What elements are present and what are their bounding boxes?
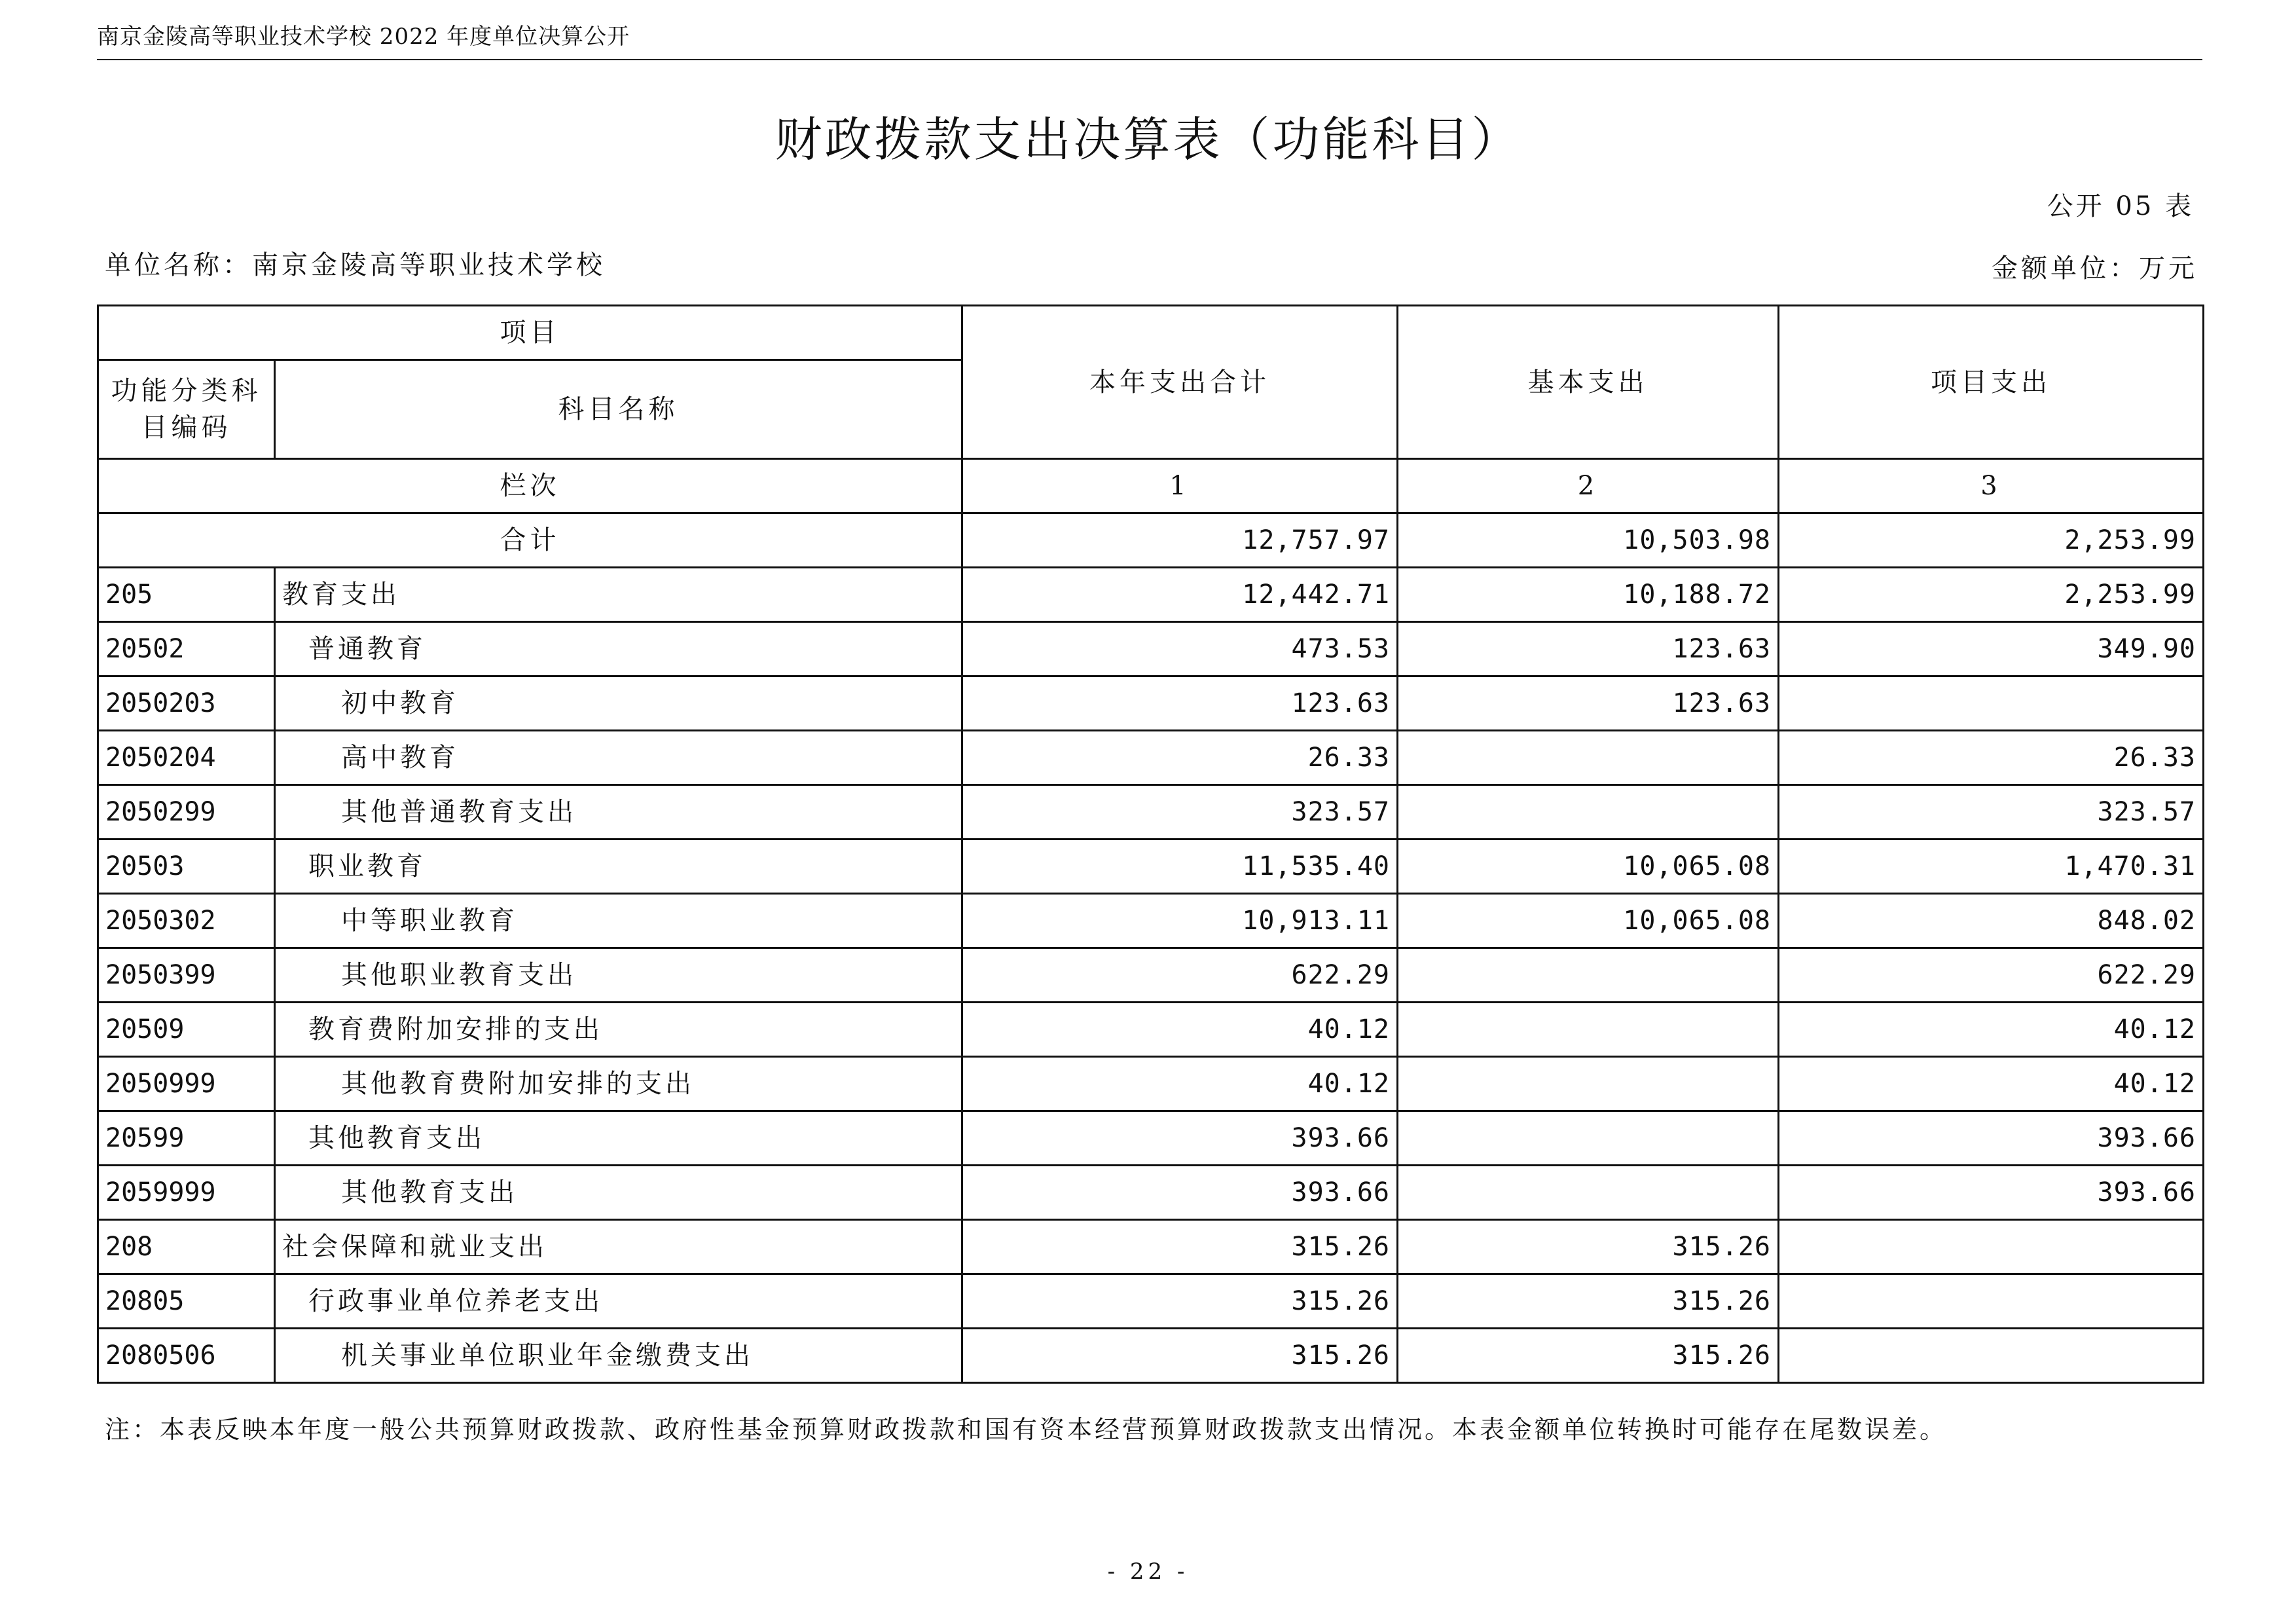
column-index-label: 栏次 — [98, 459, 962, 513]
row-subject-name: 初中教育 — [275, 676, 962, 731]
row-basic — [1398, 1057, 1779, 1111]
row-subject-name: 社会保障和就业支出 — [275, 1220, 962, 1274]
row-basic — [1398, 731, 1779, 785]
row-basic — [1398, 785, 1779, 840]
table-row — [98, 1111, 2204, 1166]
row-total: 40.12 — [962, 1003, 1398, 1057]
row-subject-name: 其他教育支出 — [275, 1166, 962, 1220]
row-basic: 315.26 — [1398, 1329, 1779, 1383]
table-row — [98, 676, 2204, 731]
amount-unit: 金额单位：万元 — [1992, 253, 2198, 284]
row-total: 12,442.71 — [962, 568, 1398, 622]
header-col-total: 本年支出合计 — [962, 306, 1398, 459]
row-code: 2050203 — [98, 676, 275, 731]
row-code: 20502 — [98, 622, 275, 676]
table-row — [98, 1003, 2204, 1057]
row-project: 1,470.31 — [1779, 840, 2204, 894]
row-code: 2059999 — [98, 1166, 275, 1220]
row-code: 20805 — [98, 1274, 275, 1329]
row-basic: 10,065.08 — [1398, 894, 1779, 948]
row-total: 473.53 — [962, 622, 1398, 676]
row-subject-name: 高中教育 — [275, 731, 962, 785]
row-code: 2050302 — [98, 894, 275, 948]
row-total: 315.26 — [962, 1220, 1398, 1274]
row-total: 123.63 — [962, 676, 1398, 731]
row-project — [1779, 1274, 2204, 1329]
total-row — [98, 513, 2204, 568]
total-label: 合计 — [98, 513, 962, 568]
row-code: 2050399 — [98, 948, 275, 1003]
row-project: 848.02 — [1779, 894, 2204, 948]
document-header: 南京金陵高等职业技术学校 2022 年度单位决算公开 — [97, 24, 630, 50]
row-subject-name: 其他教育费附加安排的支出 — [275, 1057, 962, 1111]
column-index-3: 3 — [1779, 459, 2204, 513]
table-code: 公开 05 表 — [2047, 191, 2194, 221]
row-basic: 123.63 — [1398, 622, 1779, 676]
row-subject-name: 其他普通教育支出 — [275, 785, 962, 840]
row-project: 393.66 — [1779, 1166, 2204, 1220]
row-code: 2050299 — [98, 785, 275, 840]
row-total: 393.66 — [962, 1111, 1398, 1166]
row-total: 315.26 — [962, 1274, 1398, 1329]
header-divider — [97, 59, 2202, 60]
page-title: 财政拨款支出决算表（功能科目） — [774, 112, 1522, 167]
header-item: 项目 — [98, 306, 962, 360]
header-col-project: 项目支出 — [1779, 306, 2204, 459]
row-basic — [1398, 1111, 1779, 1166]
row-subject-name: 其他职业教育支出 — [275, 948, 962, 1003]
header-func-code: 功能分类科目编码 — [98, 360, 275, 459]
row-subject-name: 普通教育 — [275, 622, 962, 676]
row-project: 349.90 — [1779, 622, 2204, 676]
total-project: 2,253.99 — [1779, 513, 2204, 568]
row-project — [1779, 1220, 2204, 1274]
table-row — [98, 1329, 2204, 1383]
total-basic: 10,503.98 — [1398, 513, 1779, 568]
row-project: 622.29 — [1779, 948, 2204, 1003]
row-basic — [1398, 948, 1779, 1003]
row-code: 208 — [98, 1220, 275, 1274]
column-index-row — [98, 459, 2204, 513]
row-subject-name: 行政事业单位养老支出 — [275, 1274, 962, 1329]
column-index-1: 1 — [962, 459, 1398, 513]
row-total: 11,535.40 — [962, 840, 1398, 894]
table-row — [98, 1274, 2204, 1329]
row-subject-name: 中等职业教育 — [275, 894, 962, 948]
row-project — [1779, 1329, 2204, 1383]
row-basic: 123.63 — [1398, 676, 1779, 731]
unit-name: 单位名称：南京金陵高等职业技术学校 — [105, 250, 606, 280]
row-subject-name: 职业教育 — [275, 840, 962, 894]
expenditure-table — [97, 304, 2204, 1384]
table-row — [98, 1220, 2204, 1274]
row-total: 10,913.11 — [962, 894, 1398, 948]
row-total: 622.29 — [962, 948, 1398, 1003]
row-total: 26.33 — [962, 731, 1398, 785]
table-row — [98, 948, 2204, 1003]
row-project: 26.33 — [1779, 731, 2204, 785]
row-basic: 315.26 — [1398, 1220, 1779, 1274]
row-subject-name: 机关事业单位职业年金缴费支出 — [275, 1329, 962, 1383]
row-code: 20599 — [98, 1111, 275, 1166]
row-code: 2050204 — [98, 731, 275, 785]
header-col-basic: 基本支出 — [1398, 306, 1779, 459]
table-row — [98, 568, 2204, 622]
row-subject-name: 教育支出 — [275, 568, 962, 622]
row-basic: 10,188.72 — [1398, 568, 1779, 622]
header-subject-name: 科目名称 — [275, 360, 962, 459]
row-code: 2080506 — [98, 1329, 275, 1383]
row-total: 323.57 — [962, 785, 1398, 840]
table-row — [98, 785, 2204, 840]
header-row-1 — [98, 306, 2204, 360]
row-total: 40.12 — [962, 1057, 1398, 1111]
row-project: 2,253.99 — [1779, 568, 2204, 622]
row-project: 323.57 — [1779, 785, 2204, 840]
row-subject-name: 其他教育支出 — [275, 1111, 962, 1166]
table-row — [98, 731, 2204, 785]
row-code: 2050999 — [98, 1057, 275, 1111]
row-total: 393.66 — [962, 1166, 1398, 1220]
row-basic: 315.26 — [1398, 1274, 1779, 1329]
row-project: 393.66 — [1779, 1111, 2204, 1166]
column-index-2: 2 — [1398, 459, 1779, 513]
table-row — [98, 622, 2204, 676]
row-code: 20503 — [98, 840, 275, 894]
row-project — [1779, 676, 2204, 731]
table-row — [98, 840, 2204, 894]
row-project: 40.12 — [1779, 1003, 2204, 1057]
row-basic: 10,065.08 — [1398, 840, 1779, 894]
row-subject-name: 教育费附加安排的支出 — [275, 1003, 962, 1057]
row-code: 20509 — [98, 1003, 275, 1057]
table-row — [98, 1057, 2204, 1111]
row-code: 205 — [98, 568, 275, 622]
table-row — [98, 1166, 2204, 1220]
row-basic — [1398, 1166, 1779, 1220]
page-number: - 22 - — [1107, 1559, 1189, 1585]
row-project: 40.12 — [1779, 1057, 2204, 1111]
footnote: 注：本表反映本年度一般公共预算财政拨款、政府性基金预算财政拨款和国有资本经营预算财政拨款支出情况。本表金额单位转换时可能存在尾数误差。 — [105, 1415, 1948, 1444]
row-basic — [1398, 1003, 1779, 1057]
table-row — [98, 894, 2204, 948]
total-amount: 12,757.97 — [962, 513, 1398, 568]
row-total: 315.26 — [962, 1329, 1398, 1383]
